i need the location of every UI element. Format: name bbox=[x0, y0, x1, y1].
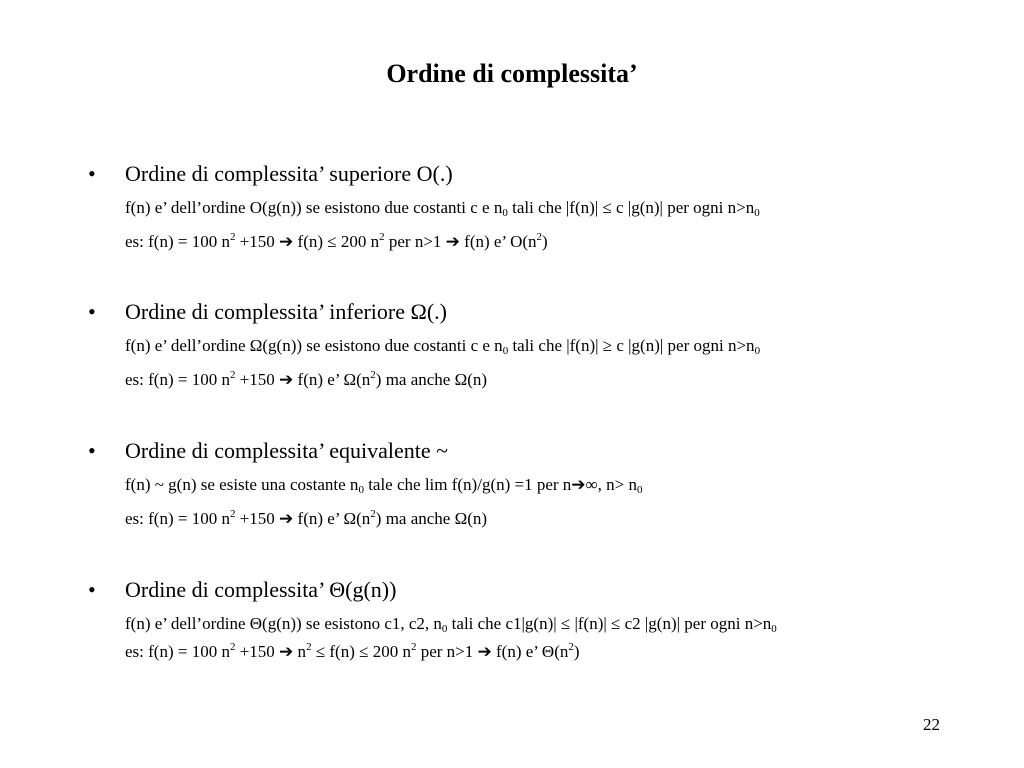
section-equivalent bbox=[88, 436, 948, 530]
bullet-heading: Ordine di complessita’ inferiore Ω(.) bbox=[125, 299, 447, 324]
bullet-item bbox=[88, 159, 948, 189]
slide-title: Ordine di complessita’ bbox=[386, 59, 638, 88]
bullet-item bbox=[88, 436, 948, 466]
bullet-heading: Ordine di complessita’ superiore O(.) bbox=[125, 161, 453, 186]
section-big-o bbox=[88, 159, 948, 253]
bullet-dot-icon: • bbox=[88, 299, 96, 324]
bullet-heading: Ordine di complessita’ Θ(g(n)) bbox=[125, 577, 397, 602]
definition-line: f(n) e’ dell’ordine O(g(n)) se esistono due costanti c e $n_0$ tali che |f(n)| ≤ c |g(n)| per ogni $n>n_0$ bbox=[125, 198, 760, 219]
bullet-item bbox=[88, 575, 948, 605]
example-line: es: f(n) = 100 $n^2 +150$ ➔ $n^2 \le f(n) \le 200$ $n^2$ per n>1 ➔ f(n) e’ $\Theta(n^2)$ bbox=[125, 641, 580, 661]
section-omega bbox=[88, 297, 948, 391]
example-line: es: f(n) = 100 $n^2 +150$ ➔ f(n) e’ $\Omega(n^2)$ ma anche Ω(n) bbox=[125, 369, 488, 389]
bullet-dot-icon: • bbox=[88, 161, 96, 186]
page-number: 22 bbox=[923, 715, 940, 734]
definition-line: f(n) e’ dell’ordine Ω(g(n)) se esistono due costanti c e $n_0$ tali che |f(n)| ≥ c |g(n)| per ogni $n>n_0$ bbox=[125, 336, 761, 357]
section-theta bbox=[88, 575, 948, 663]
definition-line: f(n) ~ g(n) se esiste una costante $n_0$ tale che lim f(n)/g(n) =1 per n➔∞, $n> n_0$ bbox=[125, 475, 643, 496]
bullet-dot-icon: • bbox=[88, 438, 96, 463]
example-line: es: f(n) = 100 $n^2 +150$ ➔ f(n) ≤ 200 $n^2$ per n>1 ➔ f(n) e’ $O(n^2)$ bbox=[125, 231, 548, 251]
bullet-dot-icon: • bbox=[88, 577, 96, 602]
bullet-item bbox=[88, 297, 948, 327]
example-line: es: f(n) = 100 $n^2 +150$ ➔ f(n) e’ $\Omega(n^2)$ ma anche Ω(n) bbox=[125, 508, 488, 528]
bullet-heading: Ordine di complessita’ equivalente ~ bbox=[125, 438, 449, 463]
definition-line: f(n) e’ dell’ordine Θ(g(n)) se esistono c1, c2, $n_0$ tali che c1|g(n)| ≤ |f(n)| ≤ c2 |g(n)| per ogni $n>n_0$ bbox=[125, 614, 777, 635]
